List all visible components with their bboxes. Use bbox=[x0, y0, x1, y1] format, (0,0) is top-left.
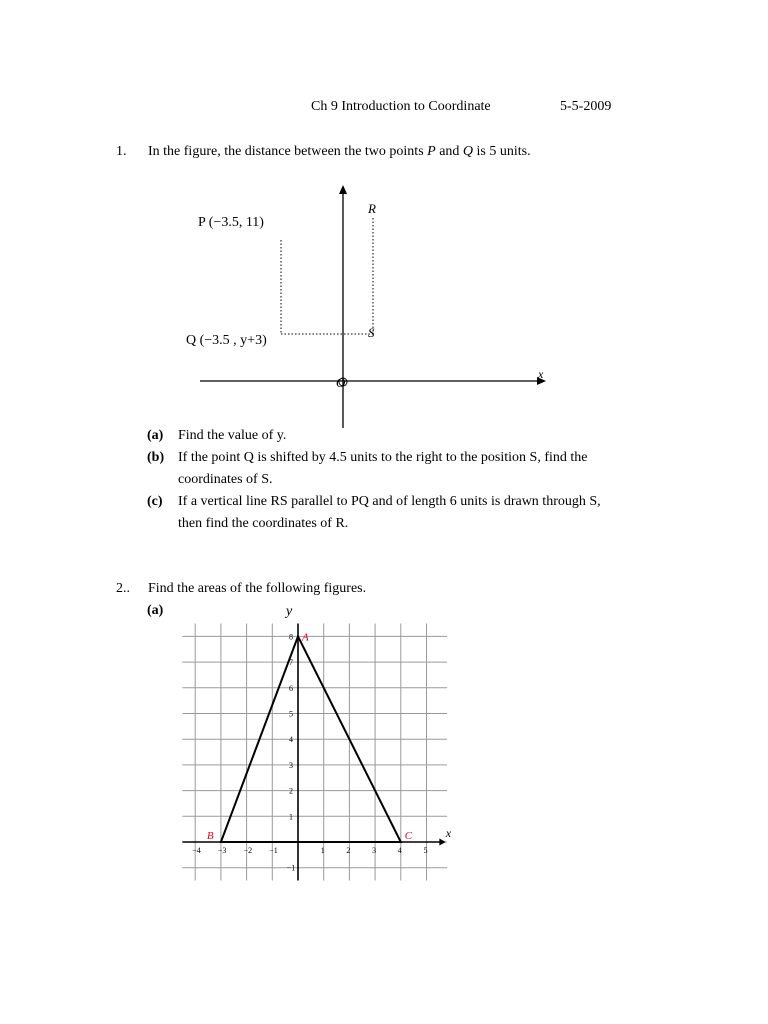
x-tick-label: −1 bbox=[269, 846, 278, 855]
x-tick-label: −4 bbox=[192, 846, 201, 855]
label-o: O bbox=[336, 375, 346, 390]
x-tick-label: 4 bbox=[397, 846, 402, 855]
vertex-label-c: C bbox=[404, 830, 413, 842]
x-tick-label: −3 bbox=[217, 846, 227, 855]
point-p-ref: P bbox=[427, 144, 436, 159]
chart-x-axis-title: x bbox=[445, 826, 452, 840]
question-2-number: 2.. bbox=[116, 581, 130, 596]
y-tick-label: 6 bbox=[289, 683, 293, 693]
label-r: R bbox=[368, 201, 376, 216]
question-2-stem: Find the areas of the following figures. bbox=[148, 581, 367, 596]
stem-prefix: In the figure, the distance between the two points bbox=[148, 144, 428, 159]
part-c-label: (c) bbox=[147, 494, 163, 509]
x-tick-label: 5 bbox=[423, 846, 428, 855]
label-x-axis: x bbox=[538, 367, 544, 381]
question-2-part-a-label: (a) bbox=[147, 603, 164, 618]
y-tick-label: −1 bbox=[286, 863, 296, 873]
label-p: P (−3.5, 11) bbox=[198, 215, 264, 230]
x-tick-label: −2 bbox=[243, 846, 253, 855]
part-a-text: Find the value of y. bbox=[178, 428, 287, 443]
label-q: Q (−3.5 , y+3) bbox=[186, 333, 267, 348]
point-q-ref: Q bbox=[462, 144, 474, 159]
stem-and: and bbox=[435, 144, 463, 159]
y-tick-label: 1 bbox=[289, 812, 293, 822]
part-c-text-line1: If a vertical line RS parallel to PQ and of length 6 units is drawn through S, bbox=[178, 494, 601, 509]
y-tick-label: 4 bbox=[289, 735, 293, 745]
vertex-label-a: A bbox=[302, 631, 309, 644]
label-s: S bbox=[368, 325, 375, 340]
y-tick-label: 2 bbox=[289, 786, 293, 796]
y-tick-label: 8 bbox=[289, 632, 293, 642]
part-b-text-line1: If the point Q is shifted by 4.5 units to the right to the position S, find the bbox=[178, 450, 588, 465]
vertex-label-b: B bbox=[206, 830, 214, 842]
x-tick-label: 2 bbox=[346, 846, 351, 855]
part-c-text-line2: then find the coordinates of R. bbox=[178, 516, 349, 531]
document-title: Ch 9 Introduction to Coordinate bbox=[311, 99, 491, 114]
y-tick-label: 5 bbox=[289, 709, 293, 719]
part-a-label: (a) bbox=[147, 428, 164, 443]
document-date: 5-5-2009 bbox=[560, 99, 612, 114]
part-b-label: (b) bbox=[147, 450, 165, 465]
chart-y-axis-title: y bbox=[286, 604, 293, 619]
part-b-text-line2: coordinates of S. bbox=[178, 472, 273, 487]
x-tick-label: 1 bbox=[320, 846, 325, 855]
stem-suffix: is 5 units. bbox=[473, 144, 531, 159]
question-1-number: 1. bbox=[116, 144, 127, 159]
y-tick-label: 7 bbox=[289, 658, 293, 668]
x-tick-label: 3 bbox=[372, 846, 377, 855]
y-tick-label: 3 bbox=[289, 760, 293, 770]
